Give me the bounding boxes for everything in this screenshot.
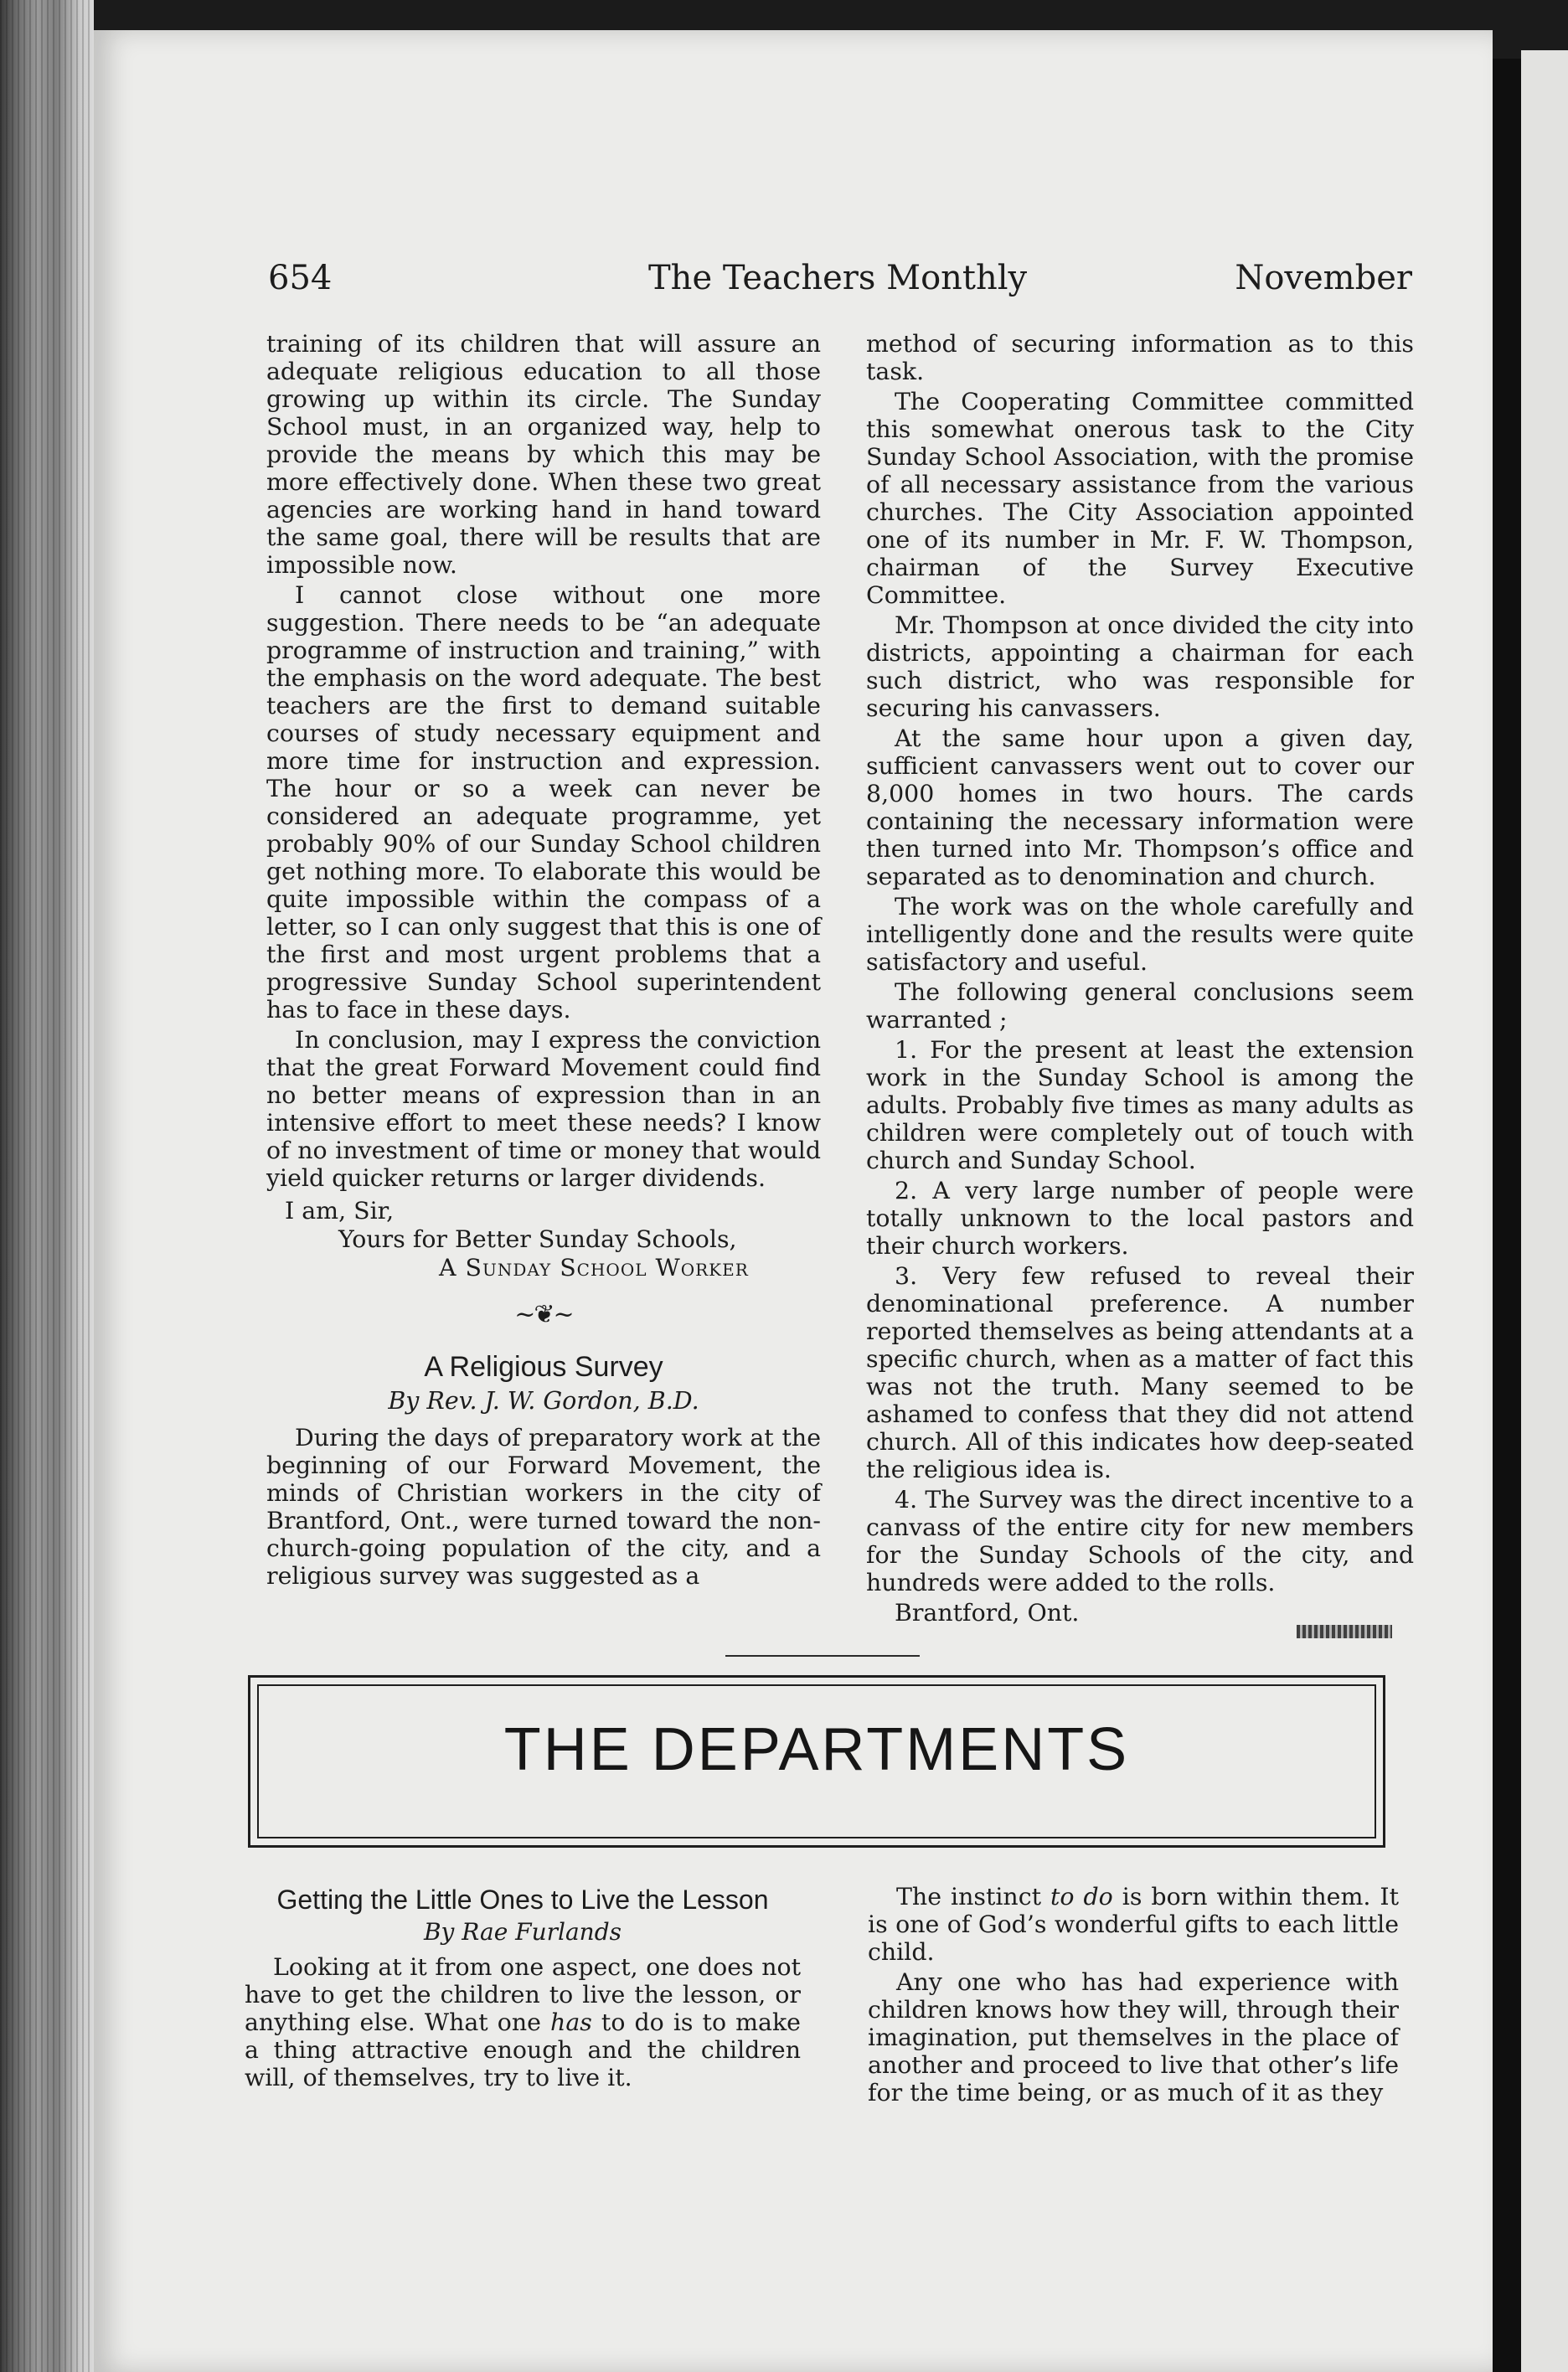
letter-paragraph: training of its children that will assure an adequate religious education to all those growing up within its circle. The Sunday School must, in an organized way, help to provide the means by which this may be more effectively done. When these two great agencies are working hand in hand toward the same goal, there will be results that are impossible now. — [266, 330, 821, 579]
section-ornament: ~❦~ — [514, 1300, 573, 1329]
article-paragraph: The work was on the whole carefully and intelligently done and the results were quite satisfactory and useful. — [866, 893, 1414, 976]
book-binding — [0, 0, 94, 2372]
next-page-edge — [1521, 50, 1568, 2372]
section-paragraph: Any one who has had experience with children knows how they will, through their imagination, put themselves in the place of another and proceed to live that other’s life for the time being, or as much of it as they — [868, 1968, 1399, 2106]
article-paragraph: Mr. Thompson at once divided the city into districts, appointing a chairman for each such district, who was responsible for securing his canvassers. — [866, 611, 1414, 722]
section-paragraph — [245, 1953, 801, 2091]
right-column-top — [866, 330, 1414, 1627]
departments-banner — [248, 1675, 1385, 1848]
letter-paragraph: In conclusion, may I express the conviction that the great Forward Movement could find no better means of expression than in an intensive effort to meet these needs? I know of no investment of time or money that would yield quicker returns or larger dividends. — [266, 1026, 821, 1192]
conclusion-item: 2. A very large number of people were totally unknown to the local pastors and their church workers. — [866, 1177, 1414, 1260]
end-flourish — [1297, 1625, 1392, 1638]
page-edge-shadow — [1493, 59, 1521, 2372]
conclusion-item: 1. For the present at least the extension work in the Sunday School is among the adults. Probably five times as many adults as children were completely out of touch with church and Sunday School. — [866, 1036, 1414, 1174]
right-column-bottom — [868, 1883, 1399, 2106]
article-paragraph: During the days of preparatory work at the beginning of our Forward Movement, the minds of Christian workers in the city of Brantford, Ont., were turned toward the non-church-going population of the city, and a religious survey was suggested as a — [266, 1424, 821, 1590]
letter-signoff — [266, 1197, 821, 1282]
left-column-top — [266, 330, 821, 1590]
emphasis-to-do: to do — [1050, 1883, 1113, 1910]
running-header — [268, 253, 1412, 303]
article-place: Brantford, Ont. — [895, 1599, 1080, 1627]
article-paragraph: At the same hour upon a given day, sufficient canvassers went out to cover our 8,000 homes in two hours. The cards containing the necessary information were then turned into Mr. Thompson’s office and separated as to denomination and church. — [866, 724, 1414, 890]
signature: A Sunday School Worker — [439, 1254, 749, 1281]
conclusion-item: 4. The Survey was the direct incentive to a canvass of the entire city for new members for the Sunday Schools of the city, and hundreds were added to the rolls. — [866, 1486, 1414, 1596]
emphasis-has: has — [550, 2008, 592, 2036]
journal-title: The Teachers Monthly — [648, 259, 1028, 297]
text-run: Looking at it from one aspect, one does not have to get the children to live the lesson, or anything else. What one — [245, 1953, 801, 2036]
page-number: 654 — [268, 259, 333, 297]
closing-line: Yours for Better Sunday Schools, — [338, 1225, 737, 1253]
left-column-bottom — [245, 1883, 801, 2091]
issue-month: November — [1235, 259, 1412, 297]
text-run: to do is to make a thing attractive enough and the children will, of themselves, try to live it. — [245, 2008, 801, 2091]
salutation: I am, Sir, — [285, 1197, 395, 1225]
conclusion-item: 3. Very few refused to reveal their denominational preference. A number reported themselves as being attendants at a specific church, when as a matter of fact this was not the truth. Many seemed to be ashamed to confess that they did not attend church. All of this indicates how deep-seated the religious idea is. — [866, 1262, 1414, 1483]
letter-paragraph: I cannot close without one more suggestion. There needs to be “an adequate programme of instruction and training,” with the emphasis on the word adequate. The best teachers are the first to demand suitable courses of study necessary equipment and more time for instruction and expression. The hour or so a week can never be considered an adequate programme, yet probably 90% of our Sunday School children get nothing more. To elaborate this would be quite impossible within the compass of a letter, so I can only suggest that this is one of the first and most urgent problems that a progressive Sunday School superintendent has to face in these days. — [266, 581, 821, 1024]
article-paragraph: The Cooperating Committee committed this somewhat onerous task to the City Sunday School Association, with the promise of all necessary assistance from the various churches. The City Association appointed one of its number in Mr. F. W. Thompson, chairman of the Survey Executive Committee. — [866, 388, 1414, 609]
center-divider-rule — [725, 1655, 920, 1657]
text-run: is born within them. It is one of God’s wonderful gifts to each little child. — [868, 1883, 1399, 1966]
text-run: The instinct — [896, 1883, 1051, 1910]
section-paragraph — [868, 1883, 1399, 1966]
departments-title: THE DEPARTMENTS — [503, 1716, 1130, 1783]
article-paragraph: method of securing information as to this task. — [866, 330, 1414, 385]
section-article-title: Getting the Little Ones to Live the Lesson — [276, 1885, 769, 1915]
article-byline: By Rev. J. W. Gordon, B.D. — [388, 1387, 699, 1415]
section-article-byline: By Rae Furlands — [423, 1918, 622, 1946]
article-title: A Religious Survey — [424, 1351, 663, 1383]
article-paragraph: The following general conclusions seem warranted ; — [866, 978, 1414, 1034]
